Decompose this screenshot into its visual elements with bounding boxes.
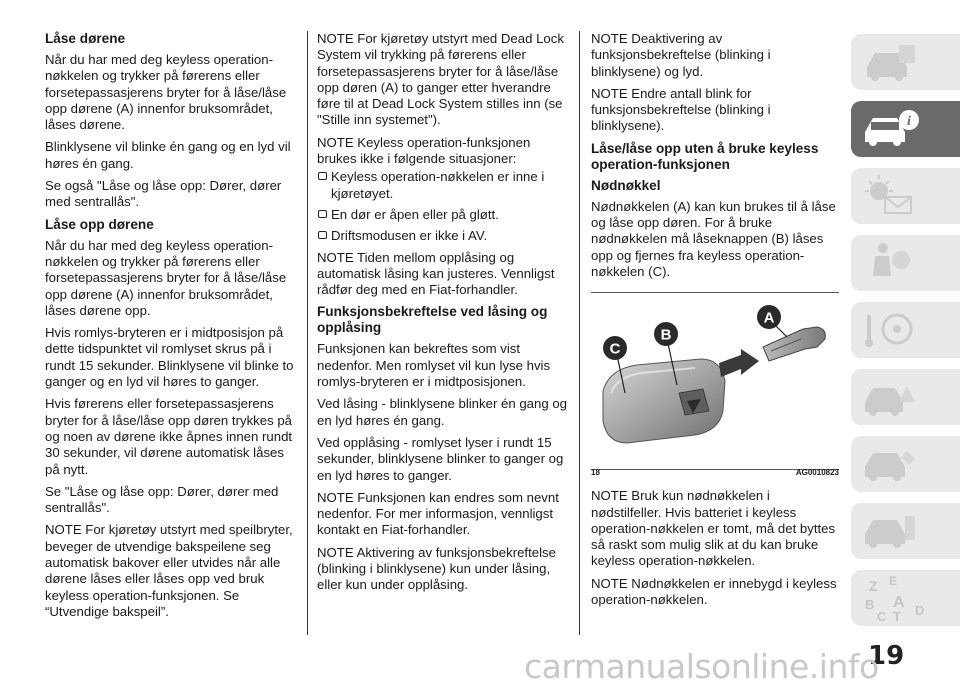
list-item: Keyless operation-nøkkelen er inne i kjøretøyet.	[317, 169, 567, 202]
paragraph: Blinklysene vil blinke én gang og en lyd vil høres én gang.	[45, 139, 291, 171]
figure-caption	[591, 465, 839, 481]
note-paragraph: NOTE Bruk kun nødnøkkelen i nødstilfeller. Hvis batteriet i keyless operation-nøkkelen er tomt, må det byttes så raskt som mulig slik at du kan bruke keyless operation-nøkkelen.	[591, 488, 836, 569]
svg-text:D: D	[915, 603, 925, 618]
page-number: 19	[868, 641, 905, 671]
list-item: En dør er åpen eller på gløtt.	[317, 207, 567, 223]
figure-number: 18	[591, 467, 600, 477]
slide-arrow-icon	[719, 349, 759, 377]
tab-know-your-car[interactable]	[851, 101, 960, 157]
svg-text:C: C	[609, 340, 621, 358]
checkbox-bullet-icon	[318, 172, 327, 180]
svg-text:Z: Z	[869, 578, 878, 594]
paragraph: Nødnøkkelen (A) kan kun brukes til å låse og låse opp døren. For å bruke nødnøkkelen må låseknappen (B) låses opp og fjernes fra keyless operation-nøkkelen (C).	[591, 198, 836, 279]
svg-text:E: E	[889, 574, 898, 588]
car-info-icon	[859, 104, 919, 154]
svg-text:A: A	[763, 309, 775, 327]
paragraph: Hvis romlys-bryteren er i midtposisjon på dette tidspunktet vil romlyset skrus på i rundt 15 sekunder. Blinklysene vil blinke to ganger og en lyd vil høres to ganger.	[45, 325, 294, 390]
heading-without-keyless: Låse/låse opp uten å bruke keyless operation-funksjonen	[591, 140, 819, 172]
note-paragraph: NOTE For kjøretøy utstyrt med Dead Lock System vil trykking på førerens eller forsetepassasjerens bryter for å låse/låse opp døren (A) to ganger etter hverandre føre til at Dead Lock System stilles inn (se "Stille inn systemet").	[317, 31, 564, 128]
column-2	[317, 31, 567, 600]
heading-function-confirmation: Funksjonsbekreftelse ved låsing og opplåsing	[317, 304, 548, 336]
figure-emergency-key	[591, 292, 839, 477]
index-letters-icon	[859, 573, 949, 627]
car-service-icon	[859, 439, 919, 489]
paragraph: Når du har med deg keyless operation-nøkkelen og trykker på førerens eller forsetepassasjerens bryter for å låse/låse opp dørene (A) innenfor bruksområdet, låses dørene opp.	[45, 237, 287, 318]
paragraph: Se "Låse og låse opp: Dører, dører med sentrallås".	[45, 483, 279, 516]
keyless-key-illustration	[591, 293, 839, 469]
svg-text:T: T	[893, 609, 901, 624]
svg-text:i: i	[907, 114, 911, 129]
car-specs-icon	[859, 506, 919, 556]
paragraph: Hvis førerens eller forsetepassasjerens bryter for å låse/låse opp døren trykkes på og noen av dørene ikke åpnes innen rundt 30 sekunder, vil dørene automatisk låses på nytt.	[45, 396, 293, 477]
label-a	[757, 305, 781, 329]
column-1	[45, 31, 297, 626]
tab-starting-driving[interactable]	[851, 302, 960, 358]
note-paragraph: NOTE Tiden mellom opplåsing og automatisk låsing kan justeres. Vennligst rådfør deg med en Fiat-forhandler.	[317, 249, 555, 298]
heading-unlock-doors: Låse opp dørene	[45, 216, 154, 232]
paragraph: Funksjonen kan bekreftes som vist nedenfor. Men romlyset vil kun lyse hvis romlys-bryteren er i midtposisjonen.	[317, 341, 551, 390]
car-emergency-icon	[859, 372, 919, 422]
list-item: Driftsmodusen er ikke i AV.	[317, 228, 567, 244]
checkbox-bullet-icon	[318, 231, 327, 239]
paragraph: Ved låsing - blinklysene blinker én gang og en lyd høres én gang.	[317, 396, 567, 428]
column-3	[591, 31, 839, 614]
note-paragraph: NOTE Endre antall blink for funksjonsbekreftelse (blinking i blinklysene).	[591, 85, 771, 134]
tab-index[interactable]	[851, 570, 960, 626]
paragraph: Se også "Låse og låse opp: Dører, dører med sentrallås".	[45, 178, 282, 210]
note-paragraph: NOTE Nødnøkkelen er innebygd i keyless operation-nøkkelen.	[591, 575, 837, 608]
note-paragraph: NOTE For kjøretøy utstyrt med speilbryter, beveger de utvendige bakspeilene seg automatisk bakover eller utvides når alle dørene låses eller låses opp ved bruk keyless operation-funksjonen. Se “Utvendige bakspeil”.	[45, 522, 293, 619]
svg-text:B: B	[660, 326, 672, 344]
tab-safety[interactable]	[851, 235, 960, 291]
label-b	[654, 322, 678, 346]
watermark: carmanualsonline.info	[524, 647, 879, 686]
note-paragraph: NOTE Keyless operation-funksjonen brukes ikke i følgende situasjoner:	[317, 134, 531, 167]
paragraph: Når du har med deg keyless operation-nøkkelen og trykker på førerens eller forsetepassasjerens bryter for å låse/låse opp dørene (A) innenfor bruksområdet, låses dørene.	[45, 52, 287, 133]
svg-text:C: C	[877, 609, 887, 624]
tab-technical-data[interactable]	[851, 503, 960, 559]
note-paragraph: NOTE Funksjonen kan endres som nevnt nedenfor. For mer informasjon, vennligst kontakt en Fiat-forhandler.	[317, 489, 559, 538]
column-divider	[579, 31, 580, 635]
svg-text:A: A	[893, 594, 905, 611]
label-c	[603, 336, 627, 360]
airbag-safety-icon	[859, 238, 919, 288]
note-paragraph: NOTE Aktivering av funksjonsbekreftelse (blinking i blinklysene) kun under låsing, eller kun under opplåsing.	[317, 544, 556, 593]
tab-warning-lights[interactable]	[851, 168, 960, 224]
checkbox-bullet-icon	[318, 210, 327, 218]
paragraph: Ved opplåsing - romlyset lyser i rundt 15 sekunder, blinklysene blinker to ganger og en lyd høres to ganger.	[317, 434, 564, 483]
tab-maintenance[interactable]	[851, 436, 960, 492]
svg-text:B: B	[865, 597, 875, 612]
steering-controls-icon	[859, 305, 919, 355]
heading-emergency-key: Nødnøkkel	[591, 177, 661, 193]
tab-dashboard[interactable]	[851, 34, 960, 90]
column-divider	[307, 31, 308, 635]
note-paragraph: NOTE Deaktivering av funksjonsbekreftelse (blinking i blinklysene) og lyd.	[591, 31, 771, 79]
heading-lock-doors: Låse dørene	[45, 31, 126, 46]
figure-id: AG0010823	[795, 467, 839, 477]
tab-emergency[interactable]	[851, 369, 960, 425]
warning-lights-icon	[859, 171, 919, 221]
car-dashboard-icon	[859, 37, 919, 87]
